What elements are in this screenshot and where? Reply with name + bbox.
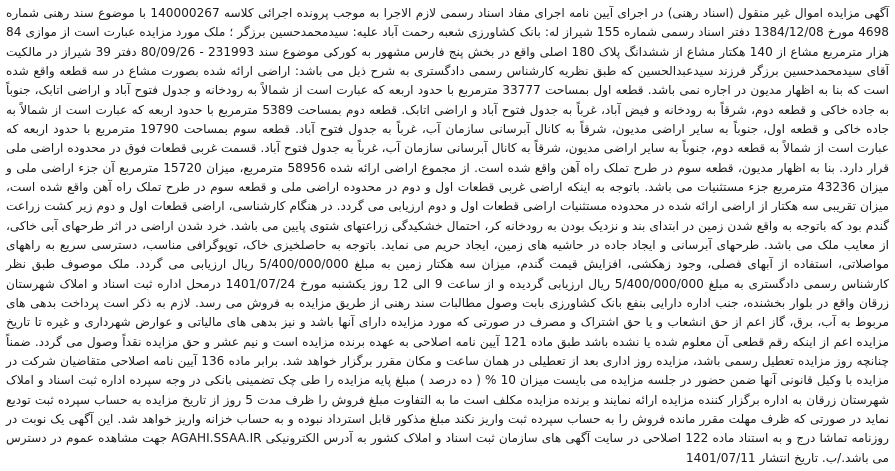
auction-notice-text: آگهی مزایده اموال غیر منقول (اسناد رهنی) در اجرای آیین نامه اجرای مفاد اسناد رسمی لازم الاجرا به موجب پرونده اجرائی کلاسه 140000267 با موضوع سند رهنی شماره 4698 مورخ 1384/12/08 دفتر اسناد رسمی شماره 155 شیراز له: بانک کشاورزی شعبه رحمت آباد علیه: سیدمحمدحسین برزگر ؛ ملک مورد مزایده عبارت است از موازی 84 هزار مترمربع مشاع از 140 هکتار مشاع از ششدانگ پلاک 180 اصلی واقع در بخش پنج فارس مشهور به کورکی موضوع سند 231993 - 80/09/26 دفتر 39 شیراز در مالکیت آقای سیدمحمدحسین برزگر فرزند سیدعبدالحسین که طبق نظریه کارشناس رسمی دادگستری به شرح ذیل می باشد: اراضی ارائه شده بصورت مشاع در سه قطعه واقع شده است که بنا به اظهار مدیون در اجاره نمی باشد. قطعه اول بمساحت 33777 مترمربع با حدود اربعه که عبارت است از شمالاً به رودخانه و جدول فتوح آباد و اراضی اتابک، جنوباً به جاده خاکی و قطعه دوم، شرقاً به رودخانه و فیض آباد، غرباً به جدول فتوح آباد و اراضی اتابک. قطعه دوم بمساحت 5389 مترمربع با حدود اربعه که عبارت است از شمالاً به جاده خاکی و قطعه اول، جنوباً به سایر اراضی مدیون، شرقاً به کانال آبرسانی سازمان آب، غرباً به جدول فتوح آباد. قطعه سوم بمساحت 19790 مترمربع با حدود اربعه که عبارت است از شمالاً به قطعه دوم، جنوباً به سایر اراضی مدیون، شرقاً به کانال آبرسانی سازمان آب، غرباً به جدول فتوح آباد. قسمت غربی قطعات فوق در محدوده اراضی ملی قرار دارد. بنا به اظهار مدیون، قطعه سوم در طرح تملک راه آهن واقع شده است. از مجموع اراضی ارائه شده 58956 مترمربع، میزان 15720 مترمربع آن جزء اراضی ملی و میزان 43236 مترمربع جزء مستثنیات می باشد. باتوجه به اینکه اراضی غربی قطعات اول و دوم در محدوده اراضی ملی و قطعه سوم در طرح تملک راه آهن واقع شده است، میزان تقریبی سه هکتار از اراضی ارائه شده در محدوده مستثنیات اراضی قطعات اول و دوم ارزیابی می گردد. در هنگام کارشناسی، اراضی قطعات اول و دوم زیر کشت زراعت گندم بود که باتوجه به واقع شدن زمین در ابتدای بند و نزدیک بودن به رودخانه کر، احتمال خشکیدگی زراعتهای شتوی پایین می باشد. خرد شدن اراضی در اثر طرحهای آبی خاکی، از معایب ملک می باشد. طرحهای آبرسانی و ایجاد جاده در حاشیه های زمین، ایجاد حریم می نماید. باتوجه به حاصلخیزی خاک، توپوگرافی مناسب، دسترسی سریع به راههای مواصلاتی، استفاده از آبهای فصلی، وجود زهکشی، افزایش قیمت گندم، میزان سه هکتار زمین به مبلغ 5/400/000/000 ریال ارزیابی می گردد. ملک موصوف طبق نظر کارشناس رسمی دادگستری به مبلغ 5/400/000/000 ریال ارزیابی گردیده و از ساعت 9 الی 12 روز یکشنبه مورخ 1401/07/24 درمحل اداره ثبت اسناد و املاک شهرستان زرقان واقع در بلوار بخشنده، جنب اداره دارایی بنفع بانک کشاورزی بابت وصول مطالبات سند رهنی از طریق مزایده به فروش می رسد. لازم به ذکر است پرداخت بدهی های مربوط به آب، برق، گاز اعم از حق انشعاب و یا حق اشتراک و مصرف در صورتی که مورد مزایده دارای آنها باشد و نیز بدهی های مالیاتی و عوارض شهرداری و غیره تا تاریخ مزایده اعم از اینکه رقم قطعی آن معلوم شده یا نشده باشد طبق ماده 121 آیین نامه اصلاحی به عهده برنده مزایده است و نیم عشر و حق مزایده نقداً وصول می گردد. ضمناً چنانچه روز مزایده تعطیل رسمی باشد، مزایده روز اداری بعد از تعطیلی در همان ساعت و مکان مقرر برگزار خواهد شد. برابر ماده 136 آیین نامه اصلاحی متقاضیان شرکت در مزایده با وکیل قانونی آنها ضمن حضور در جلسه مزایده می بایست میزان 10 % ( ده درصد ) مبلغ پایه مزایده را طی چک تضمینی بانکی در وجه سپرده اداره ثبت اسناد و املاک شهرستان زرقان به اداره برگزار کننده مزایده ارائه نمایند و برنده مزایده مکلف است ما به التفاوت مبلغ فروش را ظرف مدت 5 روز از تاریخ مزایده به حساب سپرده ثبت تودیع نماید در صورتی که ظرف مهلت مقرر مانده فروش را به حساب سپرده ثبت واریز نکند مبلغ مذکور قابل استرداد نبوده و به حساب خزانه واریز خواهد شد. این آگهی یک نوبت در روزنامه تماشا درج و به استناد ماده 122 اصلاحی در سایت آگهی های سازمان ثبت اسناد و املاک کشور به آدرس الکترونیکی AGAHI.SSAA.IR جهت مشاهده عموم در دسترس می باشد./ب. تاریخ انتشار 1401/07/11 xyxy=(6,6,890,465)
